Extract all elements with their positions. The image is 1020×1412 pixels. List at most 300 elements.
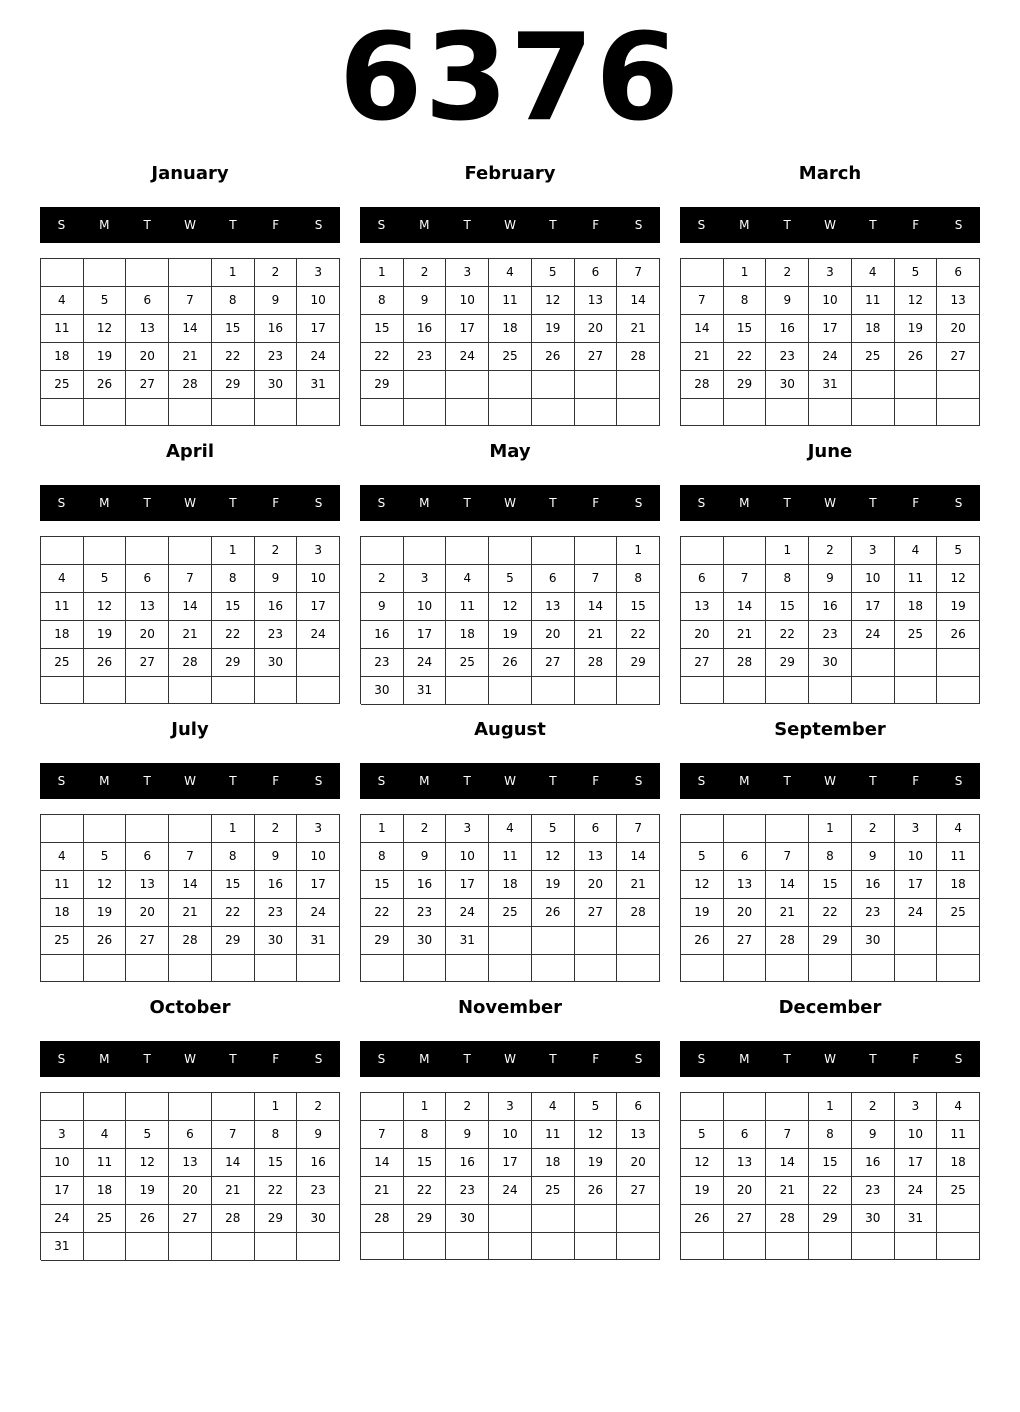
day-cell: 20: [724, 1177, 767, 1205]
day-cell: 4: [532, 1093, 575, 1121]
day-cell: 27: [724, 927, 767, 955]
day-cell: 24: [852, 621, 895, 649]
weekday-label: S: [954, 496, 963, 510]
day-cell: 29: [404, 1205, 447, 1233]
day-cell: 20: [575, 315, 618, 343]
day-cell: 2: [852, 815, 895, 843]
day-cell: 27: [575, 343, 618, 371]
day-cell: 29: [212, 649, 255, 677]
day-cell: 22: [724, 343, 767, 371]
weekday-label: F: [592, 218, 600, 232]
day-cell: 22: [617, 621, 660, 649]
day-cell: 3: [404, 565, 447, 593]
day-cell: 7: [724, 565, 767, 593]
day-cell: [937, 649, 980, 677]
day-cell: 1: [809, 1093, 852, 1121]
day-cell: 13: [724, 871, 767, 899]
day-cell: 8: [212, 287, 255, 315]
day-cell: 13: [681, 593, 724, 621]
day-cell: 16: [404, 871, 447, 899]
day-cell: 16: [809, 593, 852, 621]
day-cell: [297, 955, 340, 982]
day-cell: 22: [212, 621, 255, 649]
day-cell: 12: [681, 871, 724, 899]
month-name: March: [798, 163, 862, 184]
day-cell: 9: [255, 843, 298, 871]
weekday-label: T: [229, 218, 237, 232]
day-cell: 20: [532, 621, 575, 649]
day-cell: [361, 1093, 404, 1121]
weekday-label: S: [314, 774, 323, 788]
day-cell: 26: [489, 649, 532, 677]
day-cell: [126, 1093, 169, 1121]
day-cell: 25: [489, 899, 532, 927]
weekday-label: S: [634, 496, 643, 510]
weekday-header: [680, 1041, 980, 1077]
day-cell: 14: [169, 593, 212, 621]
day-cell: 23: [255, 343, 298, 371]
day-cell: 14: [617, 843, 660, 871]
day-cell: 3: [41, 1121, 84, 1149]
day-cell: 8: [809, 1121, 852, 1149]
month-name: July: [171, 719, 209, 740]
day-grid: [360, 814, 660, 982]
day-grid: [680, 1092, 980, 1260]
weekday-label: T: [463, 218, 471, 232]
day-cell: 22: [212, 899, 255, 927]
day-cell: 25: [852, 343, 895, 371]
day-cell: 7: [681, 287, 724, 315]
weekday-label: S: [57, 774, 66, 788]
day-cell: [724, 955, 767, 982]
day-cell: 21: [169, 343, 212, 371]
day-cell: [361, 1233, 404, 1260]
day-cell: [212, 955, 255, 982]
day-cell: [169, 399, 212, 426]
day-cell: [126, 537, 169, 565]
day-cell: 5: [532, 259, 575, 287]
day-cell: 19: [575, 1149, 618, 1177]
day-cell: 24: [895, 899, 938, 927]
day-cell: 2: [766, 259, 809, 287]
day-cell: 27: [169, 1205, 212, 1233]
day-cell: 3: [852, 537, 895, 565]
day-cell: [404, 399, 447, 426]
day-cell: 25: [41, 649, 84, 677]
day-cell: 11: [41, 871, 84, 899]
day-cell: [212, 1093, 255, 1121]
month-february: [360, 163, 660, 433]
day-cell: [575, 537, 618, 565]
day-cell: 22: [404, 1177, 447, 1205]
day-cell: 26: [126, 1205, 169, 1233]
year-title: 6376: [339, 9, 681, 148]
day-cell: [532, 927, 575, 955]
weekday-label: W: [184, 1052, 196, 1066]
day-cell: 20: [724, 899, 767, 927]
day-cell: 2: [809, 537, 852, 565]
weekday-label: M: [99, 218, 110, 232]
day-cell: 8: [809, 843, 852, 871]
weekday-label: T: [869, 1052, 877, 1066]
day-cell: 4: [937, 815, 980, 843]
day-cell: 17: [41, 1177, 84, 1205]
day-cell: 28: [361, 1205, 404, 1233]
day-cell: 30: [255, 927, 298, 955]
day-cell: 15: [255, 1149, 298, 1177]
day-cell: 25: [532, 1177, 575, 1205]
day-cell: 24: [809, 343, 852, 371]
day-cell: 10: [297, 565, 340, 593]
day-cell: 10: [297, 287, 340, 315]
day-cell: 30: [255, 371, 298, 399]
day-cell: 22: [361, 343, 404, 371]
day-cell: 10: [404, 593, 447, 621]
weekday-label: W: [184, 774, 196, 788]
day-cell: 8: [361, 843, 404, 871]
day-cell: 12: [937, 565, 980, 593]
day-cell: [84, 399, 127, 426]
day-cell: [41, 399, 84, 426]
day-cell: 9: [852, 843, 895, 871]
day-cell: 25: [41, 371, 84, 399]
day-cell: 23: [766, 343, 809, 371]
day-cell: 18: [937, 871, 980, 899]
weekday-header: [40, 207, 340, 243]
day-cell: 13: [126, 315, 169, 343]
day-cell: 17: [297, 315, 340, 343]
day-cell: 11: [446, 593, 489, 621]
day-cell: 15: [212, 593, 255, 621]
weekday-label: M: [99, 1052, 110, 1066]
day-cell: [809, 677, 852, 704]
day-cell: 20: [681, 621, 724, 649]
day-cell: [126, 955, 169, 982]
weekday-label: S: [57, 218, 66, 232]
day-cell: 29: [809, 1205, 852, 1233]
weekday-label: F: [272, 218, 280, 232]
weekday-label: T: [869, 218, 877, 232]
weekday-label: M: [739, 496, 750, 510]
day-cell: 4: [41, 843, 84, 871]
day-cell: 5: [489, 565, 532, 593]
day-cell: 30: [809, 649, 852, 677]
day-cell: 4: [446, 565, 489, 593]
month-september: [680, 719, 980, 989]
day-cell: 9: [255, 565, 298, 593]
day-cell: [126, 815, 169, 843]
day-cell: 18: [532, 1149, 575, 1177]
weekday-label: F: [592, 496, 600, 510]
day-cell: [489, 955, 532, 982]
day-cell: 20: [126, 621, 169, 649]
day-cell: 1: [212, 815, 255, 843]
weekday-label: S: [57, 496, 66, 510]
month-november: [360, 997, 660, 1267]
day-cell: [575, 677, 618, 705]
day-cell: 10: [446, 287, 489, 315]
weekday-label: W: [504, 496, 516, 510]
day-cell: 14: [766, 1149, 809, 1177]
day-cell: 9: [297, 1121, 340, 1149]
day-cell: 5: [532, 815, 575, 843]
day-cell: 18: [895, 593, 938, 621]
day-cell: 15: [617, 593, 660, 621]
day-cell: 23: [852, 1177, 895, 1205]
day-cell: [575, 955, 618, 982]
day-cell: 2: [361, 565, 404, 593]
day-cell: [212, 677, 255, 704]
day-cell: 26: [532, 343, 575, 371]
weekday-label: T: [143, 218, 151, 232]
day-cell: 22: [809, 899, 852, 927]
day-cell: 17: [297, 593, 340, 621]
day-cell: 20: [126, 343, 169, 371]
weekday-label: S: [634, 774, 643, 788]
weekday-label: S: [377, 1052, 386, 1066]
day-cell: [852, 1233, 895, 1260]
day-cell: 22: [255, 1177, 298, 1205]
day-cell: 9: [809, 565, 852, 593]
day-cell: 7: [617, 815, 660, 843]
day-cell: 7: [169, 565, 212, 593]
weekday-label: F: [272, 496, 280, 510]
day-cell: 8: [617, 565, 660, 593]
day-cell: 30: [404, 927, 447, 955]
day-cell: 24: [446, 899, 489, 927]
day-cell: 29: [212, 927, 255, 955]
day-cell: 9: [255, 287, 298, 315]
day-grid: [360, 1092, 660, 1260]
day-cell: 17: [404, 621, 447, 649]
month-july: [40, 719, 340, 989]
day-cell: [681, 399, 724, 426]
day-cell: 24: [41, 1205, 84, 1233]
month-june: [680, 441, 980, 711]
day-grid: [40, 814, 340, 982]
day-cell: 9: [404, 287, 447, 315]
day-cell: 31: [404, 677, 447, 705]
weekday-label: T: [783, 496, 791, 510]
day-cell: [852, 399, 895, 426]
day-cell: [617, 1205, 660, 1233]
weekday-label: S: [377, 496, 386, 510]
weekday-header: [680, 207, 980, 243]
day-cell: 8: [212, 843, 255, 871]
day-cell: 3: [895, 815, 938, 843]
day-cell: 24: [404, 649, 447, 677]
month-january: [40, 163, 340, 433]
month-name: January: [151, 163, 229, 184]
day-cell: [575, 1205, 618, 1233]
day-cell: 18: [446, 621, 489, 649]
day-cell: 19: [84, 621, 127, 649]
day-cell: 10: [895, 1121, 938, 1149]
weekday-label: T: [463, 496, 471, 510]
day-cell: 18: [489, 871, 532, 899]
day-cell: 17: [446, 315, 489, 343]
weekday-label: F: [592, 774, 600, 788]
day-cell: 26: [575, 1177, 618, 1205]
day-cell: 18: [84, 1177, 127, 1205]
day-cell: 30: [446, 1205, 489, 1233]
day-cell: [575, 371, 618, 399]
day-cell: 2: [852, 1093, 895, 1121]
day-cell: 30: [852, 927, 895, 955]
day-grid: [40, 258, 340, 426]
day-cell: 13: [724, 1149, 767, 1177]
day-cell: [41, 955, 84, 982]
day-cell: 11: [852, 287, 895, 315]
weekday-label: M: [419, 218, 430, 232]
day-cell: 11: [489, 287, 532, 315]
weekday-label: F: [912, 496, 920, 510]
day-cell: [489, 537, 532, 565]
day-cell: 10: [852, 565, 895, 593]
day-cell: 21: [681, 343, 724, 371]
day-cell: [617, 955, 660, 982]
day-cell: 27: [532, 649, 575, 677]
day-cell: [617, 1233, 660, 1260]
day-cell: 25: [41, 927, 84, 955]
day-cell: 15: [724, 315, 767, 343]
day-cell: [681, 259, 724, 287]
weekday-label: F: [912, 218, 920, 232]
day-cell: 19: [532, 315, 575, 343]
day-cell: 26: [84, 649, 127, 677]
weekday-label: F: [272, 1052, 280, 1066]
day-cell: 28: [617, 899, 660, 927]
day-cell: 14: [212, 1149, 255, 1177]
weekday-label: S: [314, 1052, 323, 1066]
day-cell: 29: [809, 927, 852, 955]
day-cell: 4: [41, 287, 84, 315]
day-cell: 20: [937, 315, 980, 343]
day-cell: [766, 1093, 809, 1121]
weekday-label: F: [272, 774, 280, 788]
day-cell: [809, 1233, 852, 1260]
day-cell: [937, 927, 980, 955]
day-cell: [937, 1205, 980, 1233]
day-cell: 13: [617, 1121, 660, 1149]
day-grid: [360, 258, 660, 426]
day-cell: 6: [617, 1093, 660, 1121]
day-cell: 12: [84, 593, 127, 621]
day-cell: 17: [895, 1149, 938, 1177]
weekday-header: [40, 485, 340, 521]
day-cell: [404, 955, 447, 982]
day-cell: 28: [681, 371, 724, 399]
month-name: September: [774, 719, 886, 740]
day-cell: [724, 537, 767, 565]
day-cell: [41, 1093, 84, 1121]
day-cell: 1: [766, 537, 809, 565]
day-cell: [681, 1093, 724, 1121]
day-cell: [681, 815, 724, 843]
day-cell: 2: [404, 259, 447, 287]
day-cell: [255, 677, 298, 704]
day-cell: 28: [766, 1205, 809, 1233]
day-cell: 15: [809, 871, 852, 899]
day-cell: 11: [937, 1121, 980, 1149]
day-cell: 8: [404, 1121, 447, 1149]
day-cell: [84, 1233, 127, 1261]
day-cell: 26: [681, 1205, 724, 1233]
day-cell: [489, 371, 532, 399]
day-cell: [532, 1233, 575, 1260]
day-cell: 23: [852, 899, 895, 927]
day-cell: 11: [41, 593, 84, 621]
day-cell: [41, 259, 84, 287]
day-cell: [126, 399, 169, 426]
weekday-label: T: [869, 496, 877, 510]
day-cell: 11: [895, 565, 938, 593]
weekday-label: T: [463, 774, 471, 788]
day-cell: 2: [446, 1093, 489, 1121]
weekday-label: T: [229, 496, 237, 510]
day-cell: 31: [297, 927, 340, 955]
month-december: [680, 997, 980, 1267]
day-cell: [809, 399, 852, 426]
day-cell: [895, 371, 938, 399]
day-cell: [681, 955, 724, 982]
day-cell: 11: [84, 1149, 127, 1177]
day-cell: 3: [489, 1093, 532, 1121]
day-cell: [255, 955, 298, 982]
day-cell: 6: [937, 259, 980, 287]
day-cell: 19: [489, 621, 532, 649]
day-cell: 21: [212, 1177, 255, 1205]
day-cell: 9: [446, 1121, 489, 1149]
day-cell: 3: [297, 537, 340, 565]
month-name: April: [165, 441, 215, 462]
weekday-label: S: [634, 218, 643, 232]
day-cell: 5: [895, 259, 938, 287]
day-cell: 17: [895, 871, 938, 899]
day-cell: 21: [169, 899, 212, 927]
day-cell: 19: [532, 871, 575, 899]
day-cell: [724, 1233, 767, 1260]
day-cell: 1: [212, 537, 255, 565]
day-cell: [84, 259, 127, 287]
day-cell: 24: [297, 899, 340, 927]
day-cell: 29: [212, 371, 255, 399]
day-cell: [404, 537, 447, 565]
day-grid: [680, 258, 980, 426]
day-cell: 4: [937, 1093, 980, 1121]
day-cell: [617, 371, 660, 399]
day-cell: 16: [404, 315, 447, 343]
day-cell: [212, 399, 255, 426]
day-cell: [895, 927, 938, 955]
day-cell: 10: [297, 843, 340, 871]
day-cell: 5: [84, 565, 127, 593]
day-cell: 1: [212, 259, 255, 287]
day-cell: [532, 677, 575, 705]
day-cell: [852, 955, 895, 982]
day-cell: [766, 955, 809, 982]
day-cell: 31: [297, 371, 340, 399]
day-cell: 22: [766, 621, 809, 649]
day-cell: 16: [255, 871, 298, 899]
day-cell: 27: [617, 1177, 660, 1205]
day-cell: 18: [489, 315, 532, 343]
day-cell: [41, 537, 84, 565]
day-cell: 8: [724, 287, 767, 315]
month-march: [680, 163, 980, 433]
weekday-header: [360, 207, 660, 243]
day-cell: 16: [852, 871, 895, 899]
